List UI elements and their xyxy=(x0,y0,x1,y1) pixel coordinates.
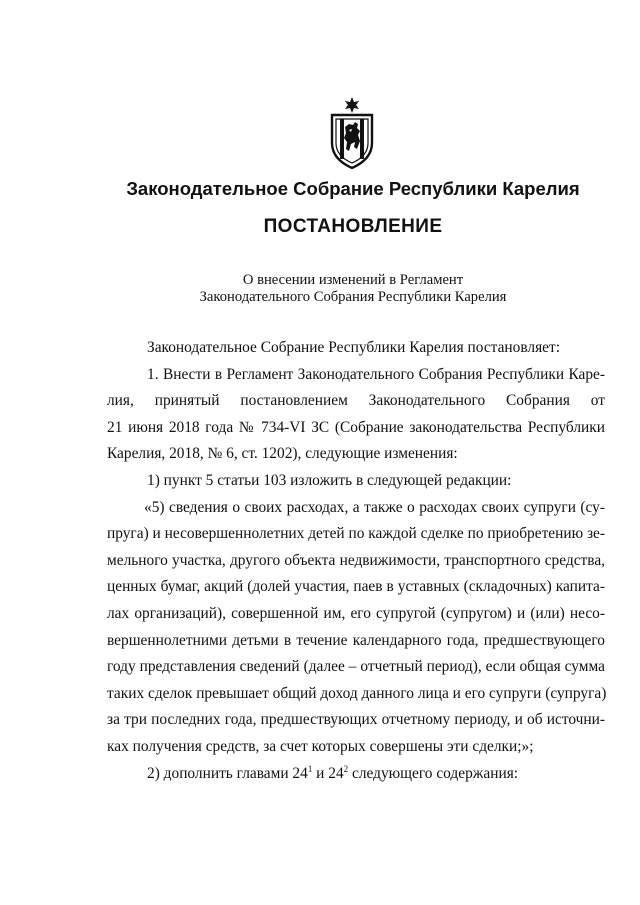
body-line-5: Карелия, 2018, № 6, ст. 1202), следующие изменения: xyxy=(107,445,458,462)
karelia-coat-of-arms-icon xyxy=(327,97,377,169)
document-type-heading: ПОСТАНОВЛЕНИЕ xyxy=(263,216,443,237)
body-line-17-part-a: 2) дополнить главами 24 xyxy=(147,765,308,782)
body-line-10: ценных бумаг, акций (долей участия, паев в уставных (складочных) капита- xyxy=(107,578,605,595)
body-line-9: мельного участка, другого объекта недвижимости, транспортного средства, xyxy=(107,552,605,569)
body-line-17-part-b: и 24 xyxy=(312,765,344,782)
subject-line-1: О внесении изменений в Регламент xyxy=(242,272,464,288)
superscript-2: 2 xyxy=(343,764,349,774)
body-line-15: за три последних года, предшествующих отчетному периоду, и об источни- xyxy=(107,711,605,728)
body-line-11: лах организаций), совершенной им, его супругой (супругом) и (или) несо- xyxy=(107,605,605,622)
body-line-13: году представления сведений (далее – отчетный период), если общая сумма xyxy=(107,658,605,675)
document-subject xyxy=(0,272,640,306)
body-line-17 xyxy=(107,765,605,783)
body-line-12: вершеннолетними детьми в течение календарного года, предшествующего xyxy=(107,632,605,649)
body-line-7: «5) сведения о своих расходах, а также о расходах своих супруги (су- xyxy=(144,499,605,516)
body-line-3: лия, принятый постановлением Законодательного Собрания от xyxy=(107,392,605,409)
body-line-8: пруга) и несовершеннолетних детей по каждой сделке по приобретению зе- xyxy=(107,525,605,542)
body-line-2: 1. Внести в Регламент Законодательного Собрания Республики Каре- xyxy=(147,366,605,383)
body-line-16: ках получения средств, за счет которых совершены эти сделки;»; xyxy=(107,738,534,755)
subject-line-2: Законодательного Собрания Республики Карелия xyxy=(199,289,507,305)
superscript-1: 1 xyxy=(307,764,313,774)
body-line-14: таких сделок превышает общий доход данного лица и его супруги (супруга) xyxy=(107,685,607,702)
body-line-1: Законодательное Собрание Республики Карелия постановляет: xyxy=(147,339,561,356)
body-line-4: 21 июня 2018 года № 734-VI ЗС (Собрание законодательства Республики xyxy=(107,419,605,436)
body-line-6: 1) пункт 5 статьи 103 изложить в следующей редакции: xyxy=(147,472,512,489)
body-line-17-part-c: следующего содержания: xyxy=(348,765,519,782)
organization-title: Законодательное Собрание Республики Карелия xyxy=(126,178,580,199)
